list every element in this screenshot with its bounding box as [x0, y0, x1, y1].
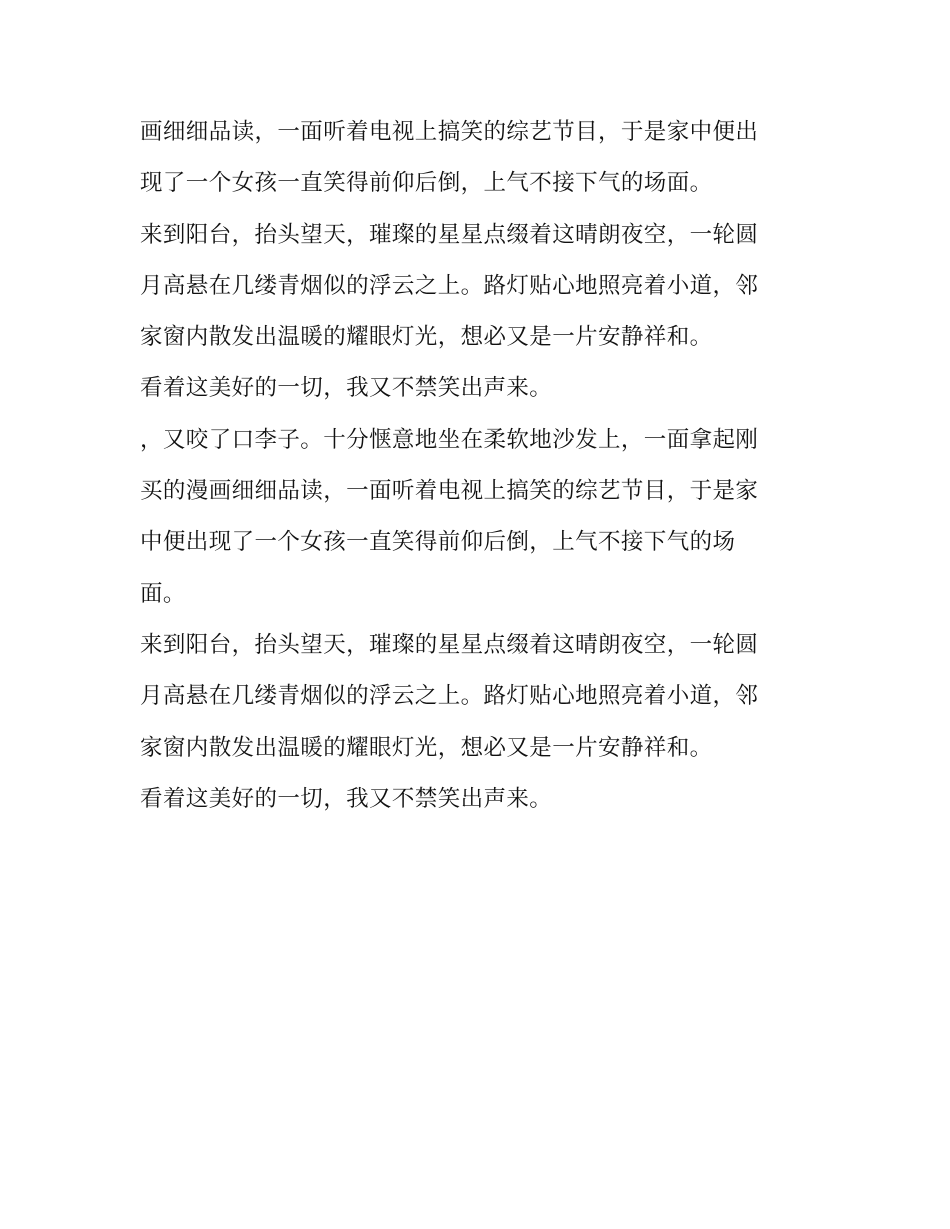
text-line: 中便出现了一个女孩一直笑得前仰后倒，上气不接下气的场 [140, 529, 736, 556]
text-line: 来到阳台，抬头望天，璀璨的星星点缀着这晴朗夜空，一轮圆 [140, 631, 759, 658]
body-text [140, 107, 820, 825]
text-line: 家窗内散发出温暖的耀眼灯光，想必又是一片安静祥和。 [140, 734, 713, 761]
text-line: 买的漫画细细品读，一面听着电视上搞笑的综艺节目，于是家 [140, 478, 759, 505]
text-line: 月高悬在几缕青烟似的浮云之上。路灯贴心地照亮着小道，邻 [140, 683, 759, 710]
text-line: 画细细品读，一面听着电视上搞笑的综艺节目，于是家中便出 [140, 119, 759, 145]
text-line: 家窗内散发出温暖的耀眼灯光，想必又是一片安静祥和。 [140, 324, 713, 351]
text-line: 月高悬在几缕青烟似的浮云之上。路灯贴心地照亮着小道，邻 [140, 272, 759, 299]
text-line: 现了一个女孩一直笑得前仰后倒，上气不接下气的场面。 [140, 170, 713, 197]
text-line: 面。 [140, 580, 186, 607]
text-line: 看着这美好的一切，我又不禁笑出声来。 [140, 375, 553, 402]
text-line: 看着这美好的一切，我又不禁笑出声来。 [140, 785, 553, 812]
text-line: ，又咬了口李子。十分惬意地坐在柔软地沙发上，一面拿起刚 [140, 426, 759, 453]
text-line: 来到阳台，抬头望天，璀璨的星星点缀着这晴朗夜空，一轮圆 [140, 221, 759, 248]
